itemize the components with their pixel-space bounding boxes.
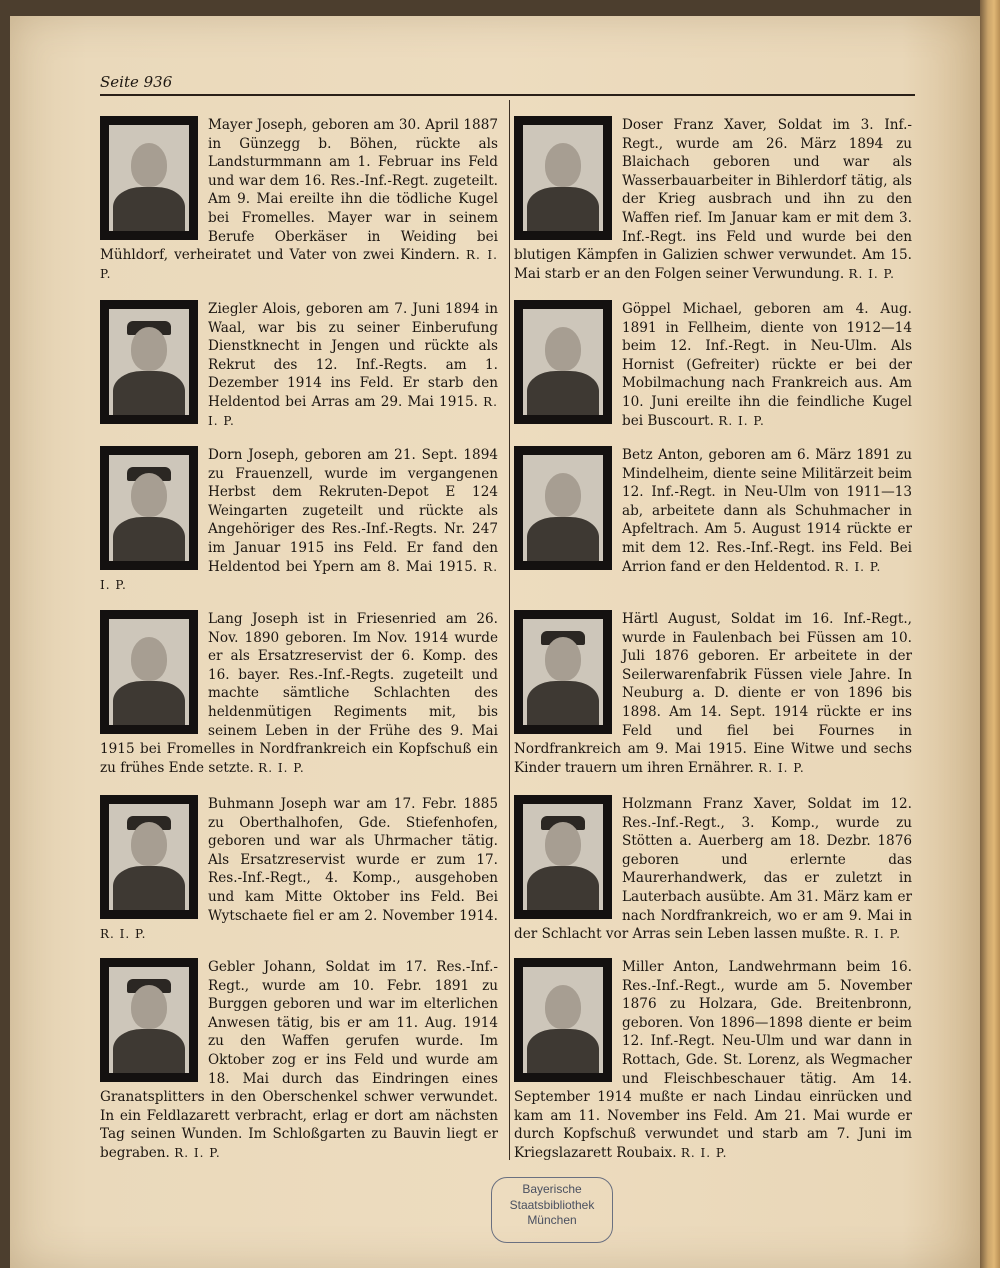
column-divider [509,100,510,1160]
portrait-photo [514,958,612,1082]
obituary-entry [100,958,498,1163]
obituary-entry [100,795,498,944]
obituary-entry [100,116,498,283]
portrait-photo [100,958,198,1082]
scan-border-right [980,0,1000,1268]
obituary-text: Härtl August, Soldat im 16. Inf.-Regt., wurde in Faulenbach bei Füssen am 10. Juli 1876 geboren. Er arbeitete in der Seilerwarenfabrik Füssen viele Jahre. In Neuburg a. D. diente er von 1896 bis 1898. Am 14. Sept. 1914 rückte er ins Feld und fiel bei Fournes in Nordfrankreich am 9. Mai 1915. Eine Witwe und sechs Kinder trauern um ihren Ernährer. R. I. P. [514,611,912,776]
portrait-photo [100,300,198,424]
obituary-text: Dorn Joseph, geboren am 21. Sept. 1894 zu Frauenzell, wurde im vergangenen Herbst dem Rekruten-Depot E 124 Weingarten zugeteilt und rückte als Angehöriger des Res.-Inf.-Regts. Nr. 247 im Januar 1915 ins Feld. Er fand den Heldentod bei Ypern am 8. Mai 1915. R. I. P. [100,447,499,593]
obituary-text: Gebler Johann, Soldat im 17. Res.-Inf.-Regt., wurde am 10. Febr. 1891 zu Burggen geboren und war im elterlichen Anwesen tätig, bis er am 11. Aug. 1914 zu den Waffen gerufen wurde. Im Oktober zog er ins Feld und wurde am 18. Mai durch das Eindringen eines Granatsplitters in den Oberschenkel schwer verwundet. In ein Feldlazarett verbracht, erlag er dort am nächsten Tag seinen Wunden. Im Schloßgarten zu Bauvin liegt er begraben. R. I. P. [100,959,498,1161]
obituary-entry [514,795,912,944]
obituary-entry [514,958,912,1163]
obituary-entry [514,300,912,430]
obituary-entry [514,446,912,576]
page-header [100,72,915,96]
portrait-photo [514,300,612,424]
portrait-photo [100,446,198,570]
library-stamp [491,1177,613,1243]
page-number: Seite 936 [100,73,173,91]
obituary-entry [100,446,498,595]
obituary-entry [100,610,498,777]
portrait-photo [514,116,612,240]
obituary-entry [514,610,912,777]
obituary-text: Mayer Joseph, geboren am 30. April 1887 in Günzegg b. Böhen, rückte als Landsturmmann am 1. Februar ins Feld und war dem 16. Res.-Inf.-Regt. zugeteilt. Am 9. Mai ereilte ihn die tödliche Kugel bei Fromelles. Mayer war in seinem Berufe Oberkäser in Weiding bei Mühldorf, verheiratet und Vater von zwei Kindern. R. I. P. [100,117,498,281]
stamp-line: München [527,1213,577,1227]
obituary-text: Holzmann Franz Xaver, Soldat im 12. Res.-Inf.-Regt., 3. Komp., wurde zu Stötten a. Auerberg am 18. Dezbr. 1876 geboren und erlernte das Maurerhandwerk, das er zuletzt in Lauterbach ausübte. Am 31. März kam er nach Nordfrankreich, wo er am 9. Mai in der Schlacht vor Arras sein Leben lassen mußte. R. I. P. [514,796,912,943]
portrait-photo [514,446,612,570]
obituary-entry [514,116,912,283]
obituary-entry [100,300,498,430]
stamp-line: Bayerische [522,1182,582,1196]
obituary-text: Betz Anton, geboren am 6. März 1891 zu Mindelheim, diente seine Militärzeit beim 12. Inf.-Regt. in Neu-Ulm von 1911—13 ab, arbeitete dann als Schuhmacher in Apfeltrach. Am 5. August 1914 rückte er mit dem 12. Res.-Inf.-Regt. ins Feld. Bei Arrion fand er den Heldentod. R. I. P. [622,447,912,575]
obituary-text: Buhmann Joseph war am 17. Febr. 1885 zu Oberthalhofen, Gde. Stiefenhofen, geboren und war als Uhrmacher tätig. Als Ersatzreservist wurde er zum 17. Res.-Inf.-Regt., 4. Komp., ausgehoben und kam Mitte Oktober ins Feld. Bei Wytschaete fiel er am 2. November 1914. R. I. P. [100,796,498,942]
portrait-photo [100,116,198,240]
portrait-photo [514,610,612,734]
portrait-photo [100,795,198,919]
scan-border-left [0,0,10,1268]
portrait-photo [100,610,198,734]
obituary-text: Lang Joseph ist in Friesenried am 26. Nov. 1890 geboren. Im Nov. 1914 wurde er als Ersatzreservist der 6. Komp. des 16. bayer. Res.-Inf.-Regts. zugeteilt und machte sämtliche Schlachten des heldenmütigen Regiments mit, bis seinem Leben in der Frühe des 9. Mai 1915 bei Fromelles in Nordfrankreich ein Kopfschuß ein zu frühes Ende setzte. R. I. P. [100,611,498,776]
scan-border-top [0,0,1000,16]
stamp-line: Staatsbibliothek [509,1197,595,1212]
obituary-text: Göppel Michael, geboren am 4. Aug. 1891 in Fellheim, diente von 1912—14 beim 12. Inf.-Regt. in Neu-Ulm. Als Hornist (Gefreiter) rückte er bei der Mobilmachung nach Frankreich aus. Am 10. Juni ereilte ihn die feindliche Kugel bei Buscourt. R. I. P. [622,301,912,429]
obituary-text: Ziegler Alois, geboren am 7. Juni 1894 in Waal, war bis zu seiner Einberufung Dienstknecht in Jengen und rückte als Rekrut des 12. Inf.-Regts. am 1. Dezember 1914 ins Feld. Er starb den Heldentod bei Arras am 29. Mai 1915. R. I. P. [208,301,498,428]
portrait-photo [514,795,612,919]
obituary-text: Doser Franz Xaver, Soldat im 3. Inf.-Regt., wurde am 26. März 1894 zu Blaichach geboren und war als Wasserbauarbeiter in Bihlerdorf tätig, als der Krieg ausbrach und ihn zu den Waffen rief. Im Januar kam er mit dem 3. Inf.-Regt. ins Feld und wurde bei den blutigen Kämpfen in Galizien schwer verwundet. Am 15. Mai starb er an den Folgen seiner Verwundung. R. I. P. [514,117,912,282]
obituary-text: Miller Anton, Landwehrmann beim 16. Res.-Inf.-Regt., wurde am 5. November 1876 zu Holzara, Gde. Breitenbronn, geboren. Von 1896—1898 diente er beim 12. Inf.-Regt. Neu-Ulm und war dann in Rottach, Gde. St. Lorenz, als Wegmacher und Fleischbeschauer tätig. Am 14. September 1914 mußte er nach Lindau einrücken und kam am 11. November ins Feld. Am 21. Mai wurde er durch Kopfschuß verwundet und starb am 7. Juni im Kriegslazarett Roubaix. R. I. P. [514,959,912,1161]
